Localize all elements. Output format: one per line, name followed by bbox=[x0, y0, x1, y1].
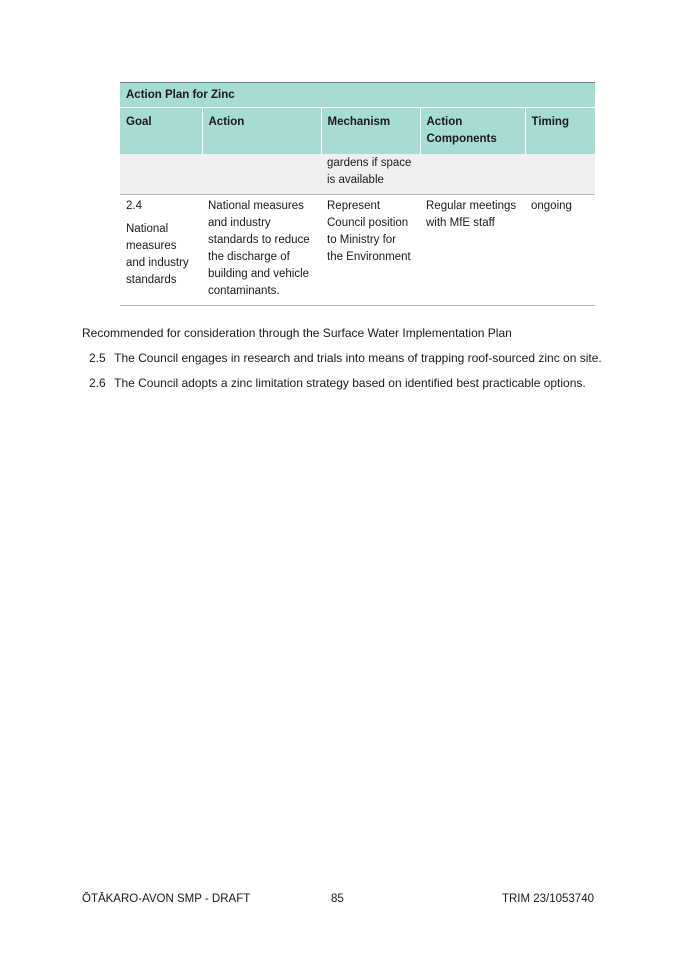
goal-number: 2.4 bbox=[126, 200, 142, 212]
list-item bbox=[89, 351, 602, 376]
table-title-row bbox=[120, 83, 595, 108]
action-plan-table bbox=[120, 82, 595, 306]
header-mechanism: Mechanism bbox=[321, 108, 420, 155]
recommendation-text: The Council adopts a zinc limitation strategy based on identified best practicable options. bbox=[114, 376, 586, 390]
recommendation-number: 2.6 bbox=[89, 376, 106, 390]
recommendation-text: The Council engages in research and trials into means of trapping roof-sourced zinc on site. bbox=[114, 351, 602, 365]
cell-goal bbox=[120, 195, 202, 306]
header-goal: Goal bbox=[120, 108, 202, 155]
cell-mechanism-continuation: gardens if space is available bbox=[321, 154, 420, 195]
recommendations-list bbox=[89, 351, 602, 401]
footer-trim-reference: TRIM 23/1053740 bbox=[501, 893, 594, 905]
goal-text: National measures and industry standards bbox=[126, 223, 189, 286]
cell-action-components: Regular meetings with MfE staff bbox=[420, 195, 525, 306]
table-row-continuation bbox=[120, 154, 595, 195]
cell-timing-empty bbox=[525, 154, 595, 195]
table-title: Action Plan for Zinc bbox=[120, 83, 595, 108]
cell-components-empty bbox=[420, 154, 525, 195]
cell-mechanism: Represent Council position to Ministry for the Environment bbox=[321, 195, 420, 306]
footer-document-title: ŌTĀKARO-AVON SMP - DRAFT bbox=[82, 893, 251, 905]
recommendation-number: 2.5 bbox=[89, 351, 106, 365]
header-timing: Timing bbox=[525, 108, 595, 155]
cell-action-empty bbox=[202, 154, 321, 195]
table-header-row bbox=[120, 108, 595, 155]
cell-action: National measures and industry standards to reduce the discharge of building and vehicle contaminants. bbox=[202, 195, 321, 306]
table-row bbox=[120, 195, 595, 306]
header-action-components: Action Components bbox=[420, 108, 525, 155]
list-item bbox=[89, 376, 602, 401]
header-action: Action bbox=[202, 108, 321, 155]
cell-goal-empty bbox=[120, 154, 202, 195]
recommendations-heading: Recommended for consideration through the Surface Water Implementation Plan bbox=[82, 326, 512, 340]
footer-page-number: 85 bbox=[331, 893, 344, 905]
cell-timing: ongoing bbox=[525, 195, 595, 306]
